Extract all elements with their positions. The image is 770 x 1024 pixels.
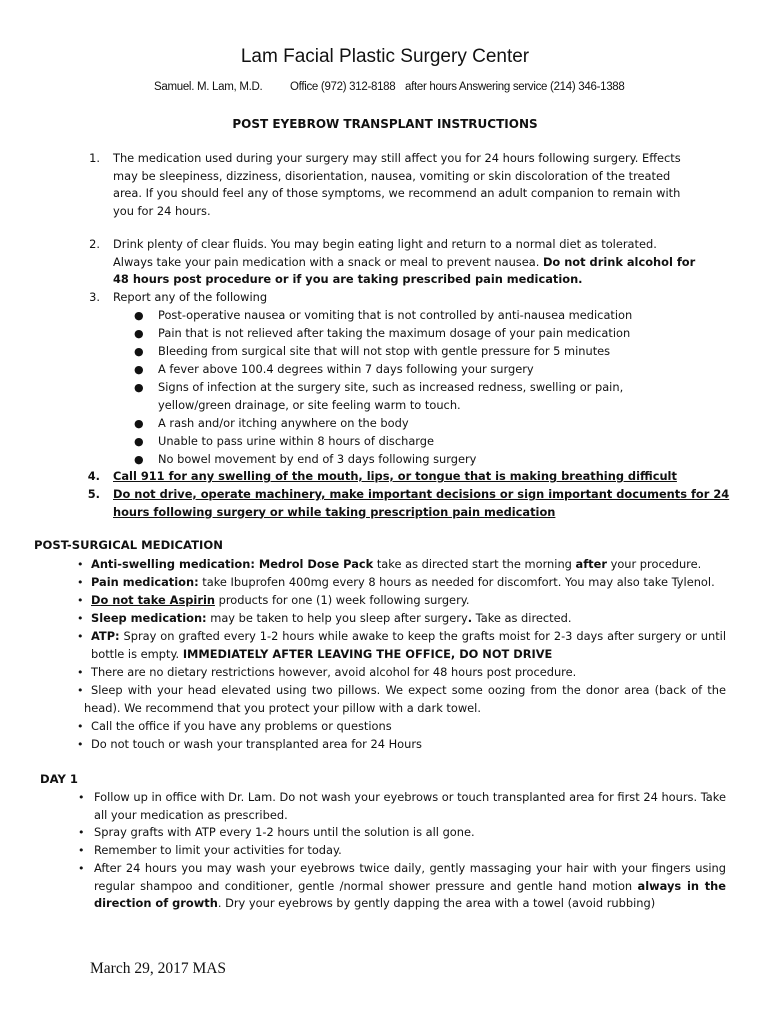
atp-item: ATP: Spray on grafted every 1-2 hours while awake to keep the grafts moist for 2-3 days after surgery or until bottle is empty. IMMEDIATELY AFTER LEAVING THE OFFICE, DO NOT DRIVE	[91, 629, 726, 661]
do-not-touch-item: Do not touch or wash your transplanted area for 24 Hours	[91, 737, 422, 751]
day1-spray-item: Spray grafts with ATP every 1-2 hours until the solution is all gone.	[94, 825, 475, 839]
item2-line: Drink plenty of clear fluids. You may begin eating light and return to a normal diet as tolerated.	[113, 237, 657, 251]
day1-wash-item: After 24 hours you may wash your eyebrows twice daily, gently massaging your hair with your fingers using regular shampoo and conditioner, gentle /normal shower pressure and gentle hand motion always in the direction of growth. Dry your eyebrows by gently dapping the area with a towel (avoid rubbing)	[94, 861, 726, 910]
antiswelling-item: Anti-swelling medication: Medrol Dose Pack take as directed start the morning after your procedure.	[91, 557, 702, 571]
footer-date: March 29, 2017 MAS	[90, 960, 227, 977]
alcohol-warning-cont: 48 hours post procedure or if you are taking prescribed pain medication.	[113, 272, 583, 286]
alcohol-warning: Do not drink alcohol for	[542, 254, 696, 269]
item-number: 5.	[87, 487, 100, 501]
day1-heading: DAY 1	[40, 772, 78, 786]
bullet-icon: •	[77, 738, 84, 751]
bullet-icon: •	[77, 684, 84, 697]
bullet-icon: •	[78, 862, 85, 875]
item1-line: you for 24 hours.	[113, 203, 211, 218]
report-bullet: Bleeding from surgical site that will not stop with gentle pressure for 5 minutes	[158, 344, 611, 358]
clinic-name: Lam Facial Plastic Surgery Center	[240, 46, 530, 67]
item1-line: area. If you should feel any of those symptoms, we recommend an adult companion to remain with	[113, 186, 681, 200]
bullet-icon: ●	[134, 417, 144, 430]
item-number: 3.	[89, 290, 100, 304]
bullet-icon: ●	[134, 309, 144, 322]
bullet-icon: ●	[134, 453, 144, 466]
bullet-icon: •	[77, 612, 84, 625]
bullet-icon: •	[77, 666, 84, 679]
no-drive-warning: Do not drive, operate machinery, make important decisions or sign important documents for 24	[113, 487, 730, 501]
item-number: 1.	[89, 151, 100, 165]
sleep-elevated-item: Sleep with your head elevated using two pillows. We expect some oozing from the donor area (back of the	[91, 683, 726, 697]
call-911-warning: Call 911 for any swelling of the mouth, lips, or tongue that is making breathing difficult	[113, 469, 677, 483]
report-heading: Report any of the following	[113, 290, 268, 304]
pain-medication-item: Pain medication: take Ibuprofen 400mg every 8 hours as needed for discomfort. You may also take Tylenol.	[91, 575, 715, 589]
item-number: 2.	[89, 237, 100, 251]
item-number: 4.	[87, 469, 100, 483]
dietary-item: There are no dietary restrictions however, avoid alcohol for 48 hours post procedure.	[91, 665, 577, 679]
sleep-elevated-item-cont: head). We recommend that you protect your pillow with a dark towel.	[84, 701, 481, 715]
report-bullet: A fever above 100.4 degrees within 7 days following your surgery	[158, 362, 534, 376]
bullet-icon: •	[77, 558, 84, 571]
item1-line: The medication used during your surgery may still affect you for 24 hours following surgery. Effects	[113, 151, 681, 165]
bullet-icon: •	[78, 826, 85, 839]
bullet-icon: •	[77, 720, 84, 733]
aspirin-item: Do not take Aspirin products for one (1) week following surgery.	[91, 593, 470, 607]
post-surgical-heading: POST-SURGICAL MEDICATION	[34, 538, 223, 552]
item1-line: may be sleepiness, dizziness, disorientation, nausea, vomiting or skin discoloration of the treated	[113, 168, 671, 183]
bullet-icon: ●	[134, 435, 144, 448]
report-bullet: Unable to pass urine within 8 hours of discharge	[158, 434, 435, 448]
report-bullet: A rash and/or itching anywhere on the body	[158, 416, 409, 430]
bullet-icon: •	[77, 630, 84, 643]
report-bullet: No bowel movement by end of 3 days following surgery	[158, 452, 477, 466]
bullet-icon: •	[78, 791, 85, 804]
office-phone: Office (972) 312-8188	[290, 81, 396, 93]
bullet-icon: ●	[134, 327, 144, 340]
report-bullet-cont: yellow/green drainage, or site feeling warm to touch.	[158, 397, 461, 412]
sleep-medication-item: Sleep medication: may be taken to help you sleep after surgery. Take as directed.	[91, 611, 572, 625]
after-hours-phone: after hours Answering service (214) 346-1388	[405, 81, 625, 93]
report-bullet: Pain that is not relieved after taking the maximum dosage of your pain medication	[158, 326, 631, 340]
call-office-item: Call the office if you have any problems or questions	[91, 719, 392, 733]
bullet-icon: ●	[134, 363, 144, 376]
item2-line: Always take your pain medication with a snack or meal to prevent nausea.	[113, 254, 543, 269]
report-bullet: Post-operative nausea or vomiting that is not controlled by anti-nausea medication	[158, 308, 633, 322]
day1-limit-item: Remember to limit your activities for today.	[94, 843, 342, 857]
doctor-name: Samuel. M. Lam, M.D.	[154, 81, 263, 93]
bullet-icon: ●	[134, 345, 144, 358]
bullet-icon: •	[78, 844, 85, 857]
report-bullet: Signs of infection at the surgery site, such as increased redness, swelling or pain,	[158, 380, 624, 394]
bullet-icon: •	[77, 594, 84, 607]
bullet-icon: ●	[134, 381, 144, 394]
day1-followup-item: Follow up in office with Dr. Lam. Do not wash your eyebrows or touch transplanted area for first 24 hours. Take all your medication as prescribed.	[94, 790, 726, 822]
bullet-icon: •	[77, 576, 84, 589]
no-drive-warning-cont: hours following surgery or while taking prescription pain medication	[113, 504, 556, 519]
document-title: POST EYEBROW TRANSPLANT INSTRUCTIONS	[232, 117, 538, 131]
